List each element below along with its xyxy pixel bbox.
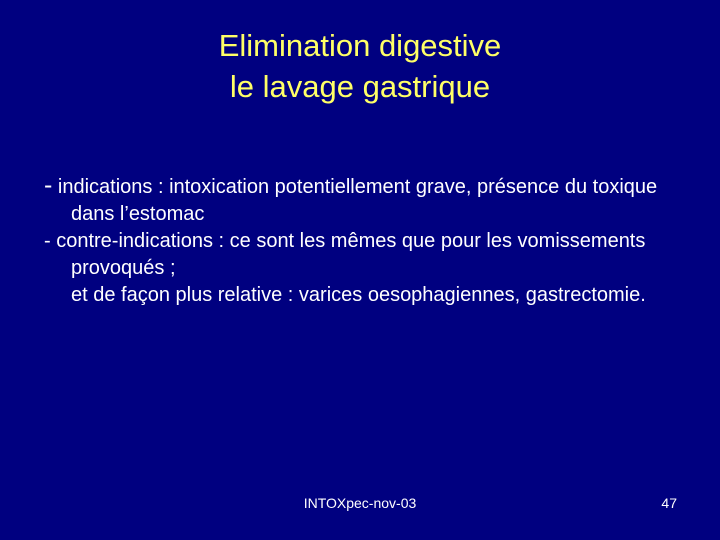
slide-body	[44, 172, 684, 309]
bullet-indications-text: indications : intoxication potentiellement grave, présence du toxique dans l’estomac	[57, 176, 658, 225]
bullet-indications	[44, 172, 684, 228]
slide-title	[0, 25, 720, 107]
footer-text: INTOXpec-nov-03	[303, 495, 417, 511]
title-line-2: le lavage gastrique	[229, 69, 491, 104]
bullet-dash: -	[44, 171, 53, 199]
title-line-1: Elimination digestive	[218, 28, 502, 63]
bullet-contre-indications: - contre-indications : ce sont les mêmes que pour les vomissements provoqués ;	[44, 230, 646, 279]
bullet-contre-indications-continuation: et de façon plus relative : varices oesophagiennes, gastrectomie.	[71, 284, 646, 306]
page-number: 47	[661, 495, 677, 511]
